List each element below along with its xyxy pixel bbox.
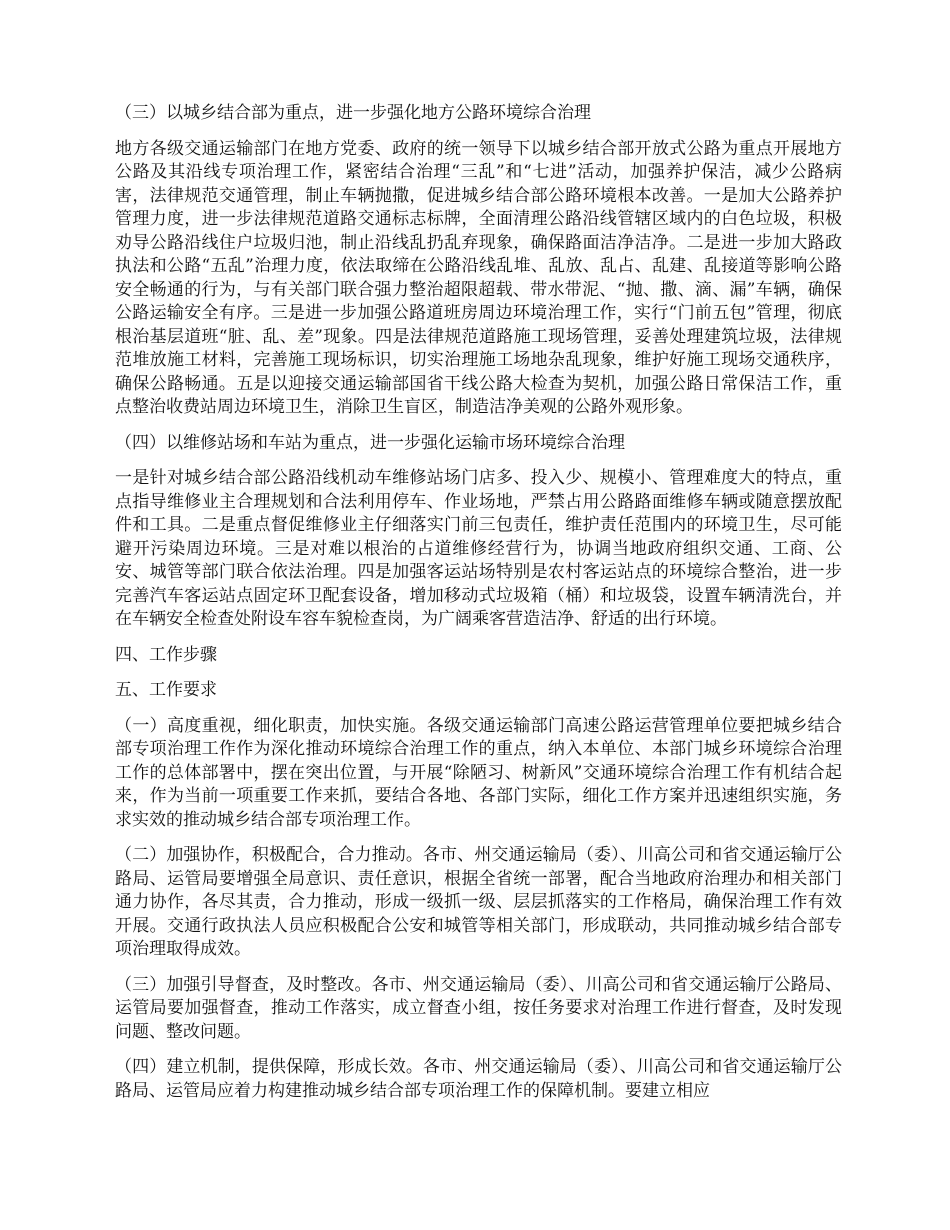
chapter-heading-steps: 四、工作步骤	[115, 644, 217, 665]
section-heading-4: （四）以维修站场和车站为重点，进一步强化运输市场环境综合治理	[115, 432, 625, 453]
document-body	[115, 102, 842, 1115]
chapter-heading-requirements: 五、工作要求	[115, 680, 217, 700]
body-paragraph: 一是针对城乡结合部公路沿线机动车维修站场门店多、投入少、规模小、管理难度大的特点，重点指导维修业主合理规划和合法利用停车、作业场地，严禁占用公路路面维修车辆或随意摆放配件和工具。二是重点督促维修业主仔细落实门前三包责任，维护责任范围内的环境卫生，尽可能避开污染周边环境。三是对难以根治的占道维修经营行为，协调当地政府组织交通、工商、公安、城管等部门联合依法治理。四是加强客运站场特别是农村客运站点的环境综合整治，进一步完善汽车客运站点固定环卫配套设备，增加移动式垃圾箱（桶）和垃圾袋，设置车辆清洗台，并在车辆安全检查处附设车容车貌检查岗，为广阔乘客营造洁净、舒适的出行环境。	[115, 468, 842, 629]
section-heading-3: （三）以城乡结合部为重点，进一步强化地方公路环境综合治理	[115, 103, 591, 123]
body-paragraph: （一）高度重视，细化职责，加快实施。各级交通运输部门高速公路运营管理单位要把城乡结合部专项治理工作作为深化推动环境综合治理工作的重点，纳入本单位、本部门城乡环境综合治理工作的总体部署中，摆在突出位置，与开展“除陋习、树新风”交通环境综合治理工作有机结合起来，作为当前一项重要工作来抓，要结合各地、各部门实际，细化工作方案并迅速组织实施，务求实效的推动城乡结合部专项治理工作。	[115, 715, 842, 830]
body-paragraph: 地方各级交通运输部门在地方党委、政府的统一领导下以城乡结合部开放式公路为重点开展地方公路及其沿线专项治理工作，紧密结合治理“三乱”和“七进”活动，加强养护保洁，减少公路病害，法律规范交通管理，制止车辆抛撒，促进城乡结合部公路环境根本改善。一是加大公路养护管理力度，进一步法律规范道路交通标志标牌，全面清理公路沿线管辖区域内的白色垃圾，积极劝导公路沿线住户垃圾归池，制止沿线乱扔乱弃现象，确保路面洁净洁净。二是进一步加大路政执法和公路“五乱”治理力度，依法取缔在公路沿线乱堆、乱放、乱占、乱建、乱接道等影响公路安全畅通的行为，与有关部门联合强力整治超限超载、带水带泥、“抛、撒、滴、漏”车辆，确保公路运输安全有序。三是进一步加强公路道班房周边环境治理工作，实行“门前五包”管理，彻底根治基层道班“脏、乱、差”现象。四是法律规范道路施工现场管理，妥善处理建筑垃圾，法律规范堆放施工材料，完善施工现场标识，切实治理施工场地杂乱现象，维护好施工现场交通秩序，确保公路畅通。五是以迎接交通运输部国省干线公路大检查为契机，加强公路日常保洁工作，重点整治收费站周边环境卫生，消除卫生盲区，制造洁净美观的公路外观形象。	[115, 138, 842, 417]
body-paragraph: （四）建立机制，提供保障，形成长效。各市、州交通运输局（委）、川高公司和省交通运输厅公路局、运管局应着力构建推动城乡结合部专项治理工作的保障机制。要建立相应	[115, 1057, 842, 1101]
body-paragraph: （三）加强引导督查，及时整改。各市、州交通运输局（委）、川高公司和省交通运输厅公路局、运管局要加强督查，推动工作落实，成立督查小组，按任务要求对治理工作进行督查，及时发现问题、整改问题。	[115, 974, 842, 1042]
body-paragraph: （二）加强协作，积极配合，合力推动。各市、州交通运输局（委）、川高公司和省交通运输厅公路局、运管局要增强全局意识、责任意识，根据全省统一部署，配合当地政府治理办和相关部门通力协作，各尽其责，合力推动，形成一级抓一级、层层抓落实的工作格局，确保治理工作有效开展。交通行政执法人员应积极配合公安和城管等相关部门，形成联动，共同推动城乡结合部专项治理取得成效。	[115, 845, 842, 959]
